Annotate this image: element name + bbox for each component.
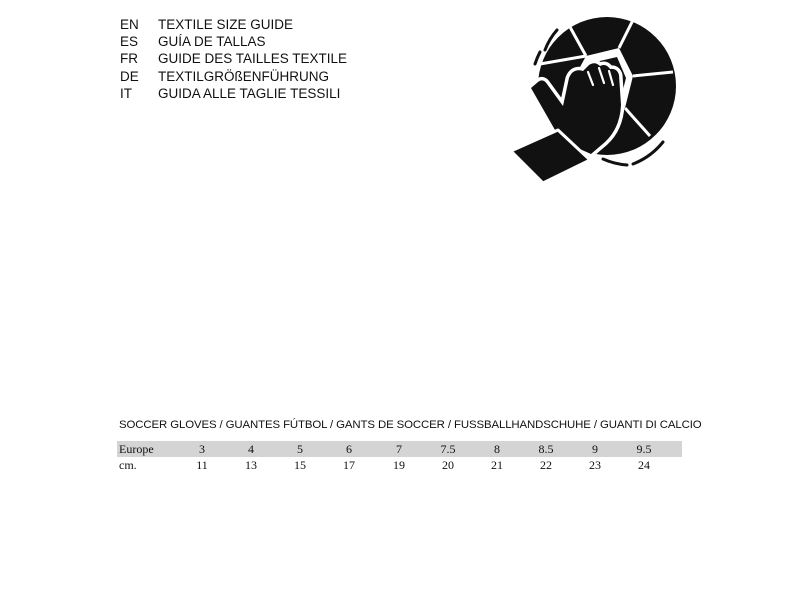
row-label: cm.: [119, 458, 137, 472]
guide-title: GUIDE DES TAILLES TEXTILE: [158, 51, 348, 67]
language-code: IT: [120, 85, 132, 101]
language-row-en: [120, 16, 347, 33]
language-row-it: [120, 85, 347, 102]
guide-title: TEXTILE SIZE GUIDE: [158, 17, 294, 32]
guide-title: GUÍA DE TALLAS: [158, 34, 266, 50]
table-cell: 11: [196, 458, 208, 472]
table-cell: 13: [245, 458, 257, 472]
table-cell: 23: [589, 458, 601, 472]
language-list: [120, 16, 347, 102]
table-cell: 8.5: [538, 442, 554, 456]
table-cell: 3: [199, 442, 205, 456]
table-cell: 6: [346, 442, 352, 456]
table-cell: 24: [638, 458, 650, 472]
size-table-title: SOCCER GLOVES / GUANTES FÚTBOL / GANTS DE SOCCER / FUSSBALLHANDSCHUHE / GUANTI DI CALCIO: [119, 419, 702, 431]
language-code: DE: [120, 68, 139, 84]
table-cell: 9: [592, 442, 598, 456]
goalkeeper-glove-ball-icon: [505, 8, 683, 183]
table-cell: 20: [442, 458, 454, 472]
table-cell: 8: [494, 442, 500, 456]
language-code: FR: [120, 51, 138, 67]
table-cell: 22: [540, 458, 552, 472]
row-label: Europe: [119, 442, 154, 456]
size-row-cm: [117, 457, 682, 473]
guide-title: GUIDA ALLE TAGLIE TESSILI: [158, 85, 341, 101]
table-cell: 21: [491, 458, 503, 472]
table-cell: 15: [294, 458, 306, 472]
table-cell: 5: [297, 442, 303, 456]
language-row-es: [120, 33, 347, 50]
table-cell: 4: [248, 442, 254, 456]
size-row-europe: [117, 441, 682, 457]
table-cell: 19: [393, 458, 405, 472]
table-cell: 17: [343, 458, 355, 472]
glove-icon: [511, 63, 621, 183]
guide-title: TEXTILGRÖßENFÜHRUNG: [158, 68, 330, 84]
table-cell: 7.5: [440, 442, 456, 456]
language-row-fr: [120, 50, 347, 67]
table-cell: 7: [396, 442, 402, 456]
size-table: [117, 441, 682, 473]
language-code: EN: [120, 17, 139, 32]
table-cell: 9.5: [636, 442, 652, 456]
language-row-de: [120, 68, 347, 85]
language-code: ES: [120, 34, 139, 50]
